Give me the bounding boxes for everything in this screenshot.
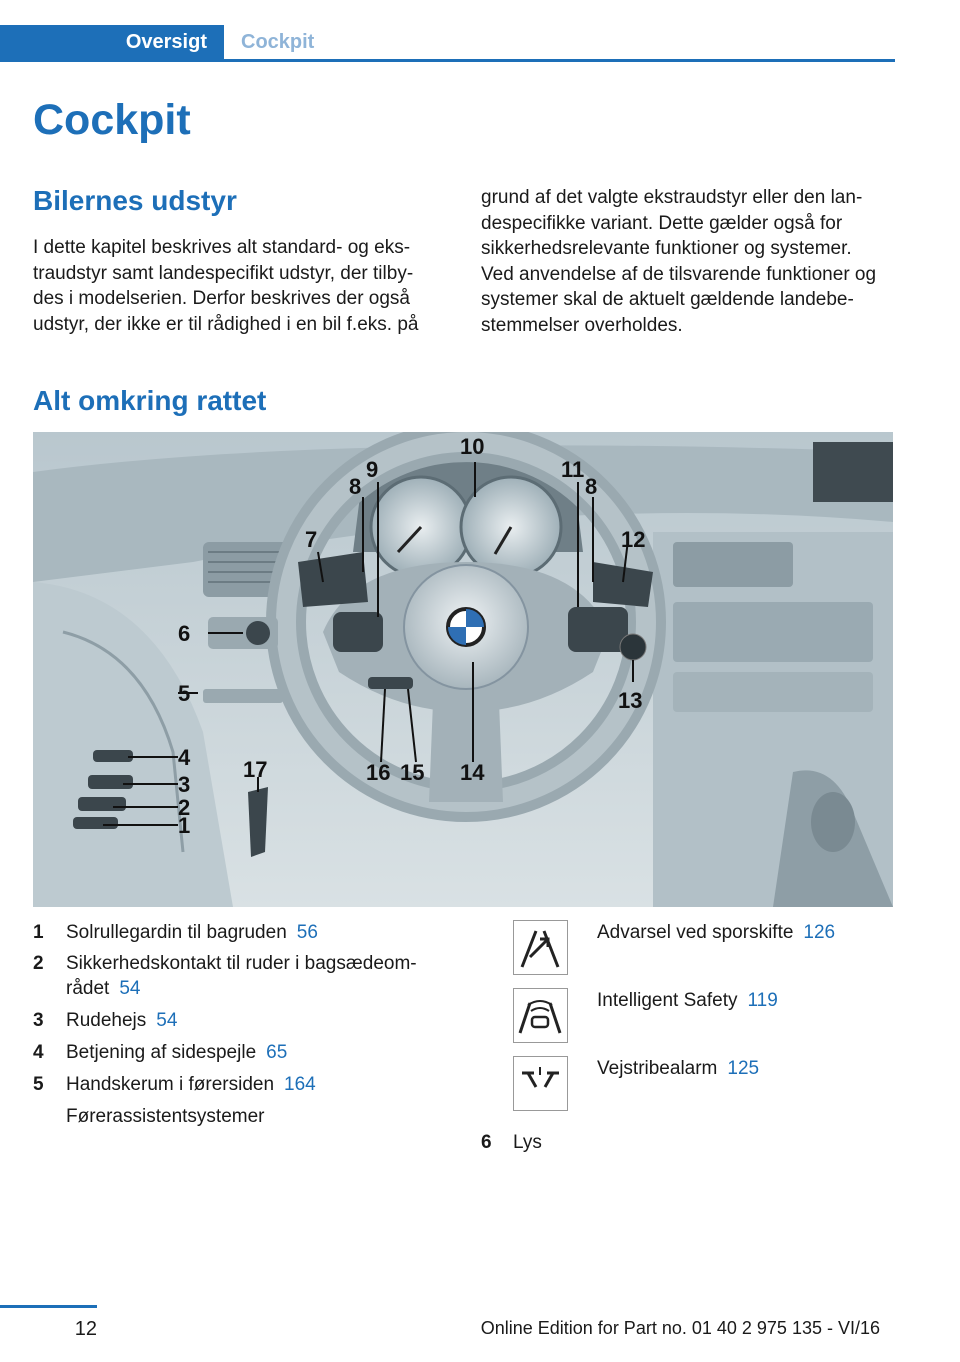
glove-box-release [203, 689, 283, 703]
display-screen [813, 442, 893, 502]
page-link[interactable]: 56 [296, 922, 318, 943]
page-link[interactable]: 164 [284, 1074, 316, 1095]
air-vent-center [673, 542, 793, 587]
start-stop-button [620, 634, 646, 660]
radio-panel [673, 602, 873, 662]
callout-12: 12 [621, 527, 646, 552]
callout-2: 2 [178, 795, 191, 820]
callout-8-left: 8 [349, 474, 362, 499]
callout-3: 3 [178, 772, 191, 797]
body-column-right [481, 185, 901, 338]
text-line: despecifikke variant. Dette gælder også for [481, 212, 843, 234]
cockpit-illustration [33, 432, 893, 907]
legend-list-left: 1 Solrullegardin til bagruden 56 2 Sikkerhedskontakt til ruder i bagsædeom‐ rådet 54 3 Rudehejs 54 4 Betjening af sidespejle 65 5 Handskerum i førersiden 164 Førerassistentsystemer [33, 920, 453, 1140]
text-line: Ved anvendelse af de tilsvarende funktioner og [481, 263, 877, 285]
text-line: des i modelserien. Derfor beskrives der også [33, 288, 411, 309]
lane-change-warning-icon [513, 920, 568, 975]
gear-knob [811, 792, 855, 852]
tab-cockpit[interactable]: Cockpit [241, 31, 315, 53]
text-line: grund af det valgte ekstraudstyr eller den lan‐ [481, 187, 863, 208]
text-line: udstyr, der ikke er til rådighed i en bil f.eks. på [33, 313, 419, 335]
header-rule [0, 59, 895, 62]
text-line: sikkerhedsrelevante funktioner og systemer. [481, 238, 852, 259]
text-line: traudstyr samt landespecifikt udstyr, der tilby‐ [33, 262, 414, 284]
cockpit-drawing [33, 432, 893, 907]
page-link[interactable]: 65 [266, 1042, 288, 1063]
column-adjust-lever [368, 677, 413, 689]
page-link[interactable]: 54 [119, 978, 141, 999]
header-tabbar [0, 25, 895, 62]
page-link[interactable]: 126 [803, 922, 836, 943]
list-item: Advarsel ved sporskifte 126 [597, 922, 836, 943]
bonnet-release [248, 787, 268, 857]
page-link[interactable]: 54 [156, 1010, 178, 1031]
callout-6: 6 [178, 621, 191, 646]
text-line: I dette kapitel beskrives alt standard- og eks‐ [33, 237, 411, 258]
page-number: 12 [74, 1318, 97, 1340]
callout-4: 4 [178, 745, 191, 770]
text-line: stemmelser overholdes. [481, 314, 683, 336]
section-title-udstyr: Bilernes udstyr [33, 185, 237, 216]
callout-15: 15 [400, 760, 425, 785]
callout-1: 1 [178, 813, 191, 838]
page-link[interactable]: 125 [727, 1058, 760, 1079]
page-title: Cockpit [33, 96, 191, 144]
page-link[interactable]: 119 [747, 990, 778, 1011]
callout-5: 5 [178, 681, 191, 706]
list-item: 6 Lys [481, 1132, 542, 1153]
callout-14: 14 [460, 760, 485, 785]
callout-9: 9 [366, 457, 379, 482]
callout-8-right: 8 [585, 474, 598, 499]
callout-7: 7 [305, 527, 318, 552]
callout-17: 17 [243, 757, 268, 782]
list-item: Vejstribealarm 125 [597, 1058, 760, 1079]
left-spoke-buttons [333, 612, 383, 652]
intelligent-safety-icon [513, 988, 568, 1043]
edition-note: Online Edition for Part no. 01 40 2 975 135 - VI/16 [480, 1318, 880, 1338]
right-spoke-buttons [568, 607, 628, 652]
list-item: Intelligent Safety 119 [597, 990, 778, 1011]
callout-11: 11 [561, 457, 585, 482]
tab-oversigt[interactable]: Oversigt [0, 25, 224, 62]
callout-13: 13 [618, 688, 643, 713]
section-title-rattet: Alt omkring rattet [33, 385, 267, 416]
list-item: 2 Sikkerhedskontakt til ruder i bagsædeom‐ rådet 54 [33, 953, 417, 999]
body-column-left [33, 235, 453, 337]
text-line: systemer skal de aktuelt gældende landebe‐ [481, 289, 854, 310]
climate-panel [673, 672, 873, 712]
lane-departure-warning-icon [513, 1056, 568, 1111]
footer-rule [0, 1305, 97, 1308]
callout-16: 16 [366, 760, 391, 785]
callout-10: 10 [460, 434, 485, 459]
